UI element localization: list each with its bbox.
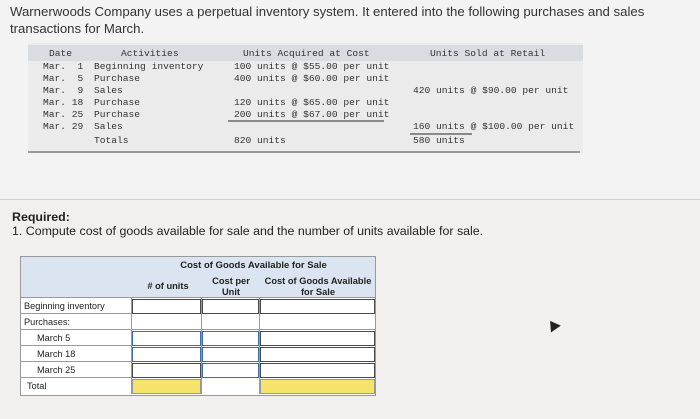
row-divider (21, 329, 375, 330)
row-date: Mar. 9 (43, 85, 84, 96)
march5-cogs-input[interactable] (260, 331, 375, 346)
row-activity: Purchase (94, 73, 141, 84)
march25-units-input[interactable] (132, 363, 201, 378)
row-date: Mar. 25 (43, 109, 84, 120)
mouse-cursor-icon (545, 317, 561, 332)
goods-table-header (20, 256, 376, 298)
row-activity: Purchase (94, 97, 141, 108)
total-units-input[interactable] (132, 379, 201, 394)
row-sold: 420 units @ $90.00 per unit (413, 85, 569, 96)
march18-units-input[interactable] (132, 347, 201, 362)
row-label-march-25: March 25 (37, 365, 76, 375)
totals-acquired: 820 units (234, 135, 286, 146)
row-acquired: 100 units @ $55.00 per unit (234, 61, 390, 72)
row-label-march-5: March 5 (37, 333, 71, 343)
col-cost-header: Cost per Unit (212, 276, 250, 297)
problem-panel (0, 0, 700, 200)
march25-cogs-input[interactable] (260, 363, 375, 378)
goods-table-title: Cost of Goods Available for Sale (180, 260, 327, 271)
row-label-beginning: Beginning inventory (24, 301, 105, 311)
row-label-total: Total (27, 381, 47, 391)
intro-text: Warnerwoods Company uses a perpetual inventory system. It entered into the following purchases and sales transactions for March. (10, 4, 645, 36)
row-activity: Beginning inventory (94, 61, 204, 72)
totals-sold: 580 units (413, 135, 465, 146)
row-date: Mar. 18 (43, 97, 84, 108)
row-sold: 160 units @ $100.00 per unit (413, 121, 575, 132)
cost-of-goods-table (20, 256, 376, 396)
march5-cost-input[interactable] (202, 331, 259, 346)
panel-divider (0, 199, 700, 200)
march18-cogs-input[interactable] (260, 347, 375, 362)
header-units-sold: Units Sold at Retail (430, 48, 546, 59)
row-acquired: 200 units @ $67.00 per unit (234, 109, 390, 120)
header-date: Date (49, 48, 73, 59)
table-bottom-rule (28, 151, 580, 153)
col-cogs-header: Cost of Goods Available for Sale (264, 276, 372, 297)
header-activities: Activities (121, 48, 179, 59)
activity-table (28, 43, 583, 153)
beginning-cost-input[interactable] (202, 299, 259, 314)
march5-units-input[interactable] (132, 331, 201, 346)
goods-table-body (20, 298, 376, 396)
totals-label: Totals (94, 135, 129, 146)
row-acquired: 400 units @ $60.00 per unit (234, 73, 390, 84)
beginning-cogs-input[interactable] (260, 299, 375, 314)
row-activity: Purchase (94, 109, 141, 120)
row-activity: Sales (94, 85, 123, 96)
required-question: 1. Compute cost of goods available for sale and the number of units available for sale. (12, 224, 484, 238)
beginning-units-input[interactable] (132, 299, 201, 314)
col-units-header: # of units (147, 281, 189, 291)
row-activity: Sales (94, 121, 123, 132)
row-date: Mar. 29 (43, 121, 84, 132)
required-title: Required: (12, 210, 70, 224)
total-cogs-input[interactable] (260, 379, 375, 394)
row-label-march-18: March 18 (37, 349, 76, 359)
march25-cost-input[interactable] (202, 363, 259, 378)
row-label-purchases: Purchases: (24, 317, 70, 327)
march18-cost-input[interactable] (202, 347, 259, 362)
acquired-underline (228, 120, 384, 122)
row-date: Mar. 5 (43, 73, 84, 84)
row-acquired: 120 units @ $65.00 per unit (234, 97, 390, 108)
row-date: Mar. 1 (43, 61, 84, 72)
required-section (12, 210, 612, 238)
header-units-acquired: Units Acquired at Cost (243, 48, 370, 59)
